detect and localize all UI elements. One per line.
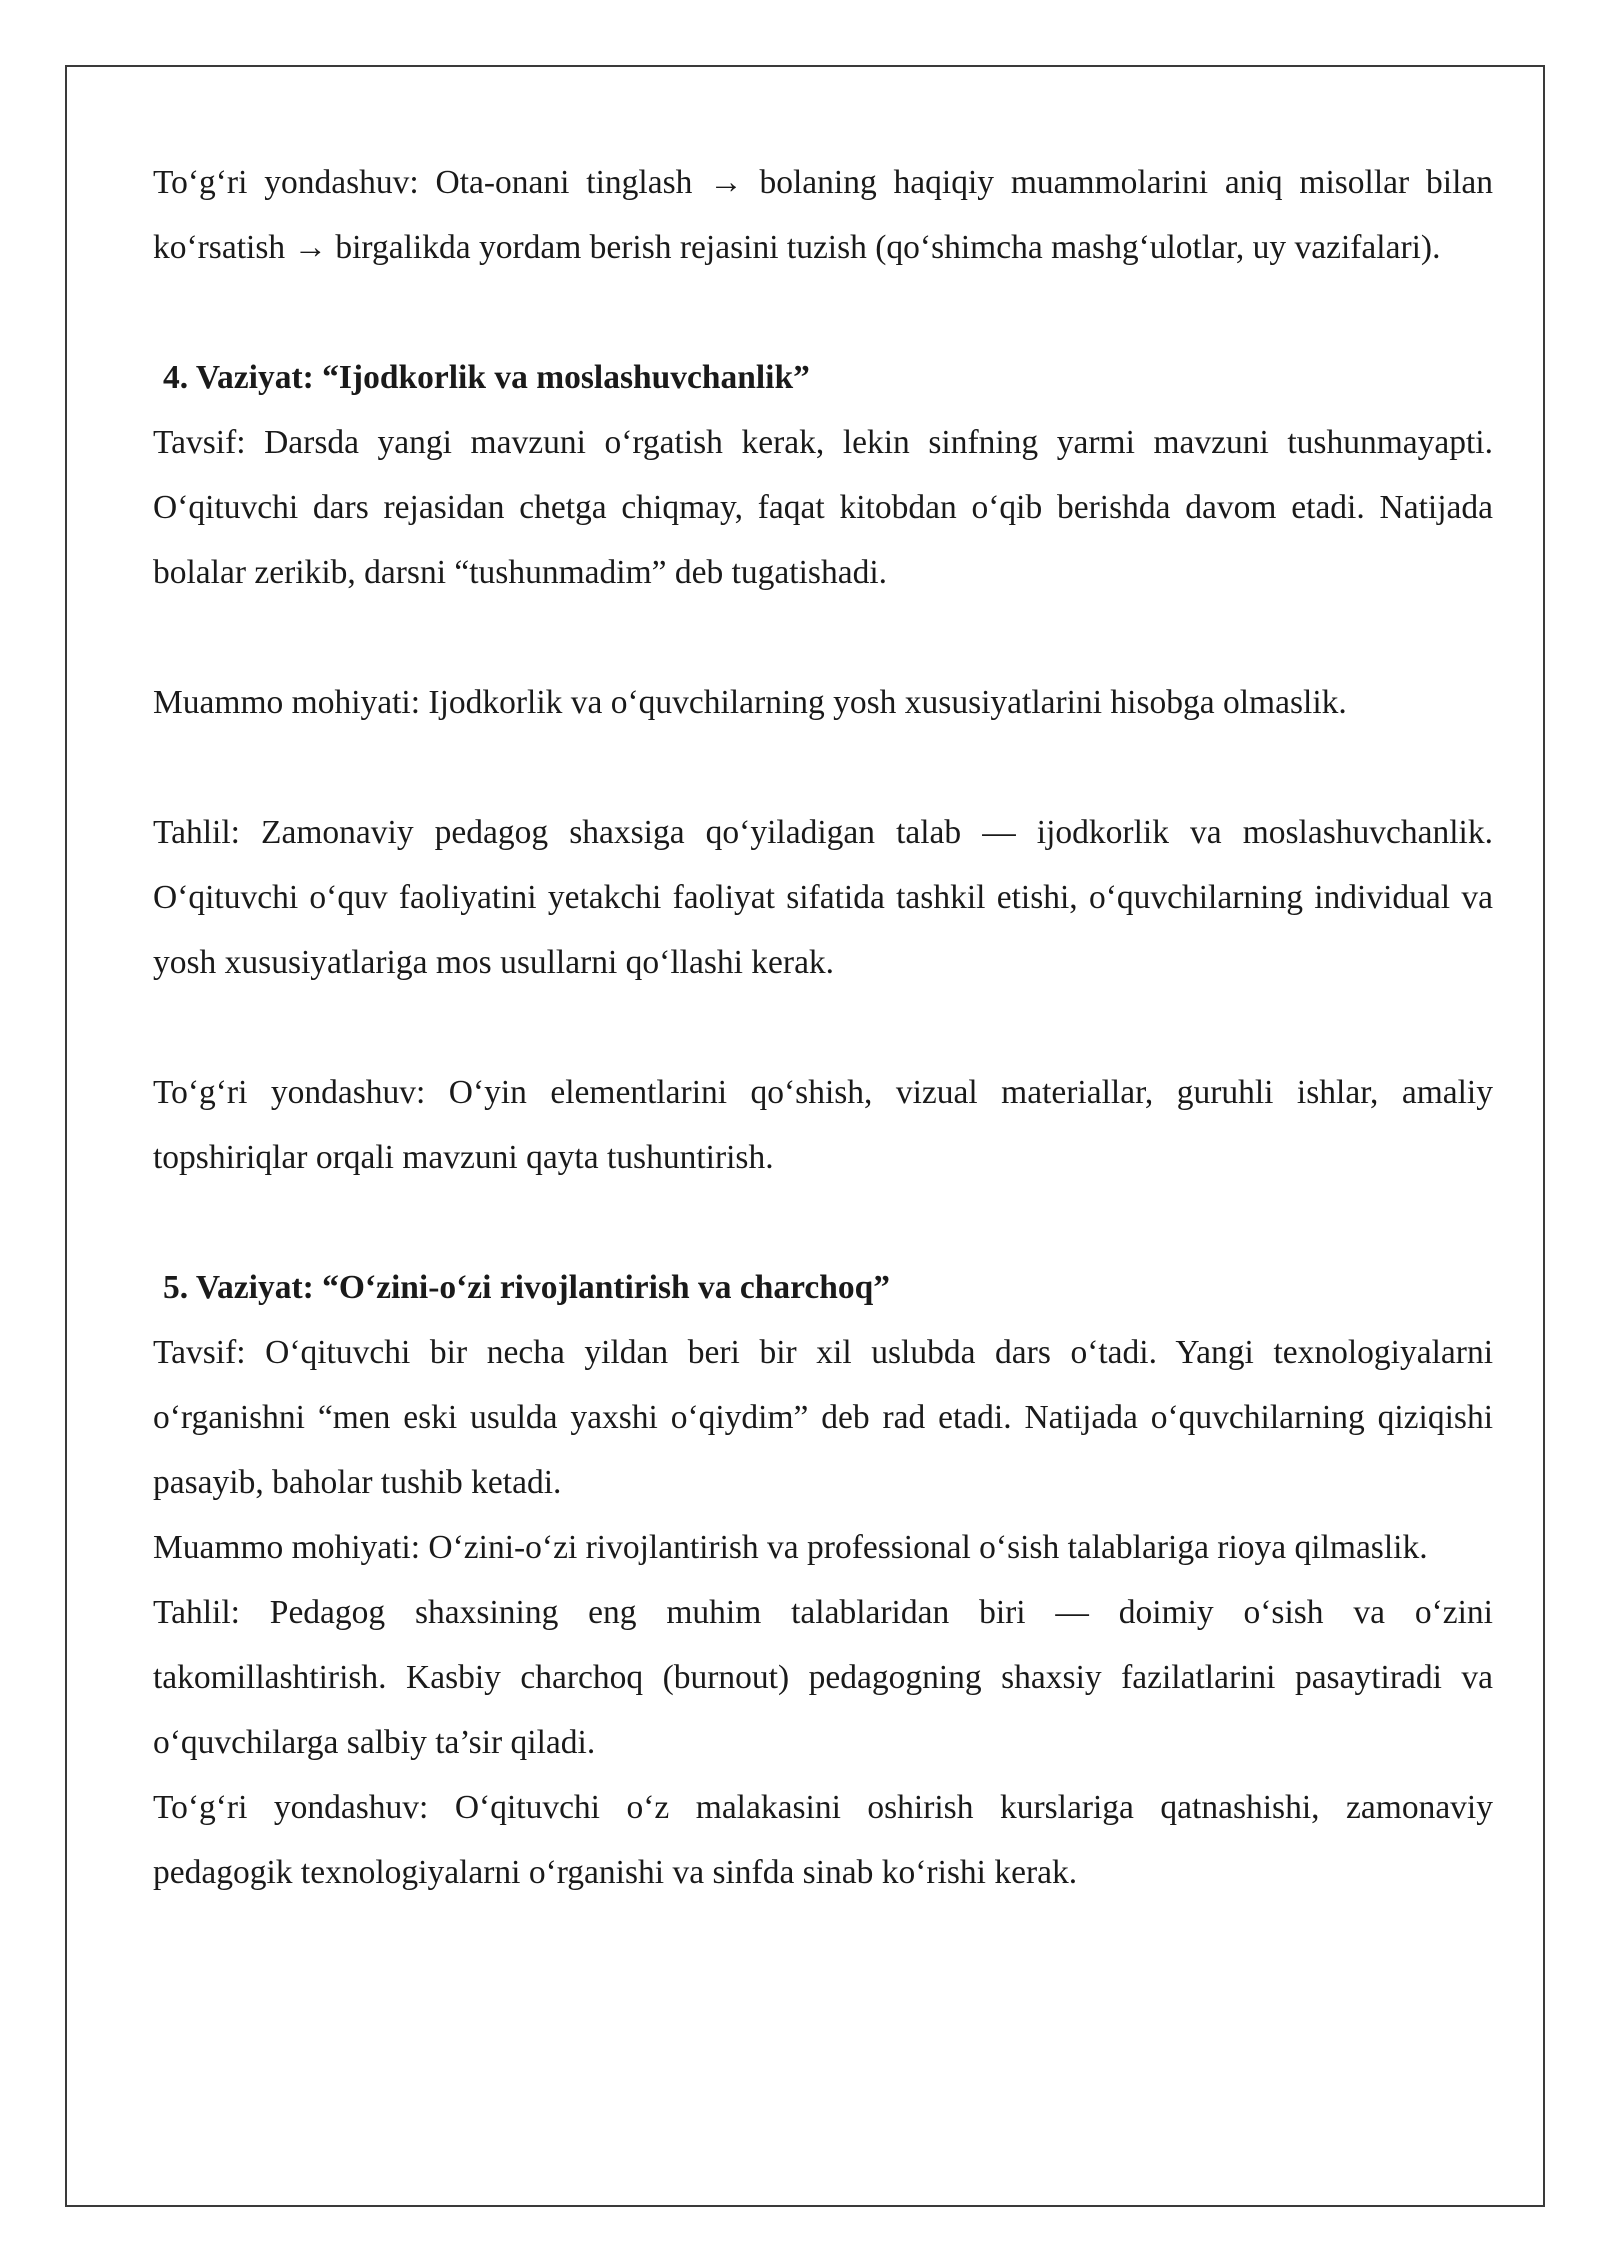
spacer — [153, 280, 1493, 345]
case3-approach-paragraph: To‘g‘ri yondashuv: Ota-onani tinglash → bolaning haqiqiy muammolarini aniq misollar bilan ko‘rsatish → birgalikda yordam berish rejasini tuzish (qo‘shimcha mashg‘ulotlar, uy vazifalari). — [153, 164, 1493, 266]
case5-heading: 5. Vaziyat: “O‘zini-o‘zi rivojlantirish va charchoq” — [163, 1269, 891, 1306]
spacer — [153, 995, 1493, 1060]
spacer — [153, 1190, 1493, 1255]
case5-problem-paragraph: Muammo mohiyati: O‘zini-o‘zi rivojlantirish va professional o‘sish talablariga rioya qilmaslik. — [153, 1529, 1428, 1566]
spacer — [153, 735, 1493, 800]
case5-approach-paragraph: To‘g‘ri yondashuv: O‘qituvchi o‘z malakasini oshirish kurslariga qatnashishi, zamonaviy pedagogik texnologiyalarni o‘rganishi va sinfda sinab ko‘rishi kerak. — [153, 1789, 1493, 1891]
case4-approach-paragraph: To‘g‘ri yondashuv: O‘yin elementlarini qo‘shish, vizual materiallar, guruhli ishlar, amaliy topshiriqlar orqali mavzuni qayta tushuntirish. — [153, 1074, 1493, 1176]
spacer — [153, 605, 1493, 670]
case4-problem-paragraph: Muammo mohiyati: Ijodkorlik va o‘quvchilarning yosh xususiyatlarini hisobga olmaslik. — [153, 684, 1347, 721]
case5-description-paragraph: Tavsif: O‘qituvchi bir necha yildan beri bir xil uslubda dars o‘tadi. Yangi texnologiyalarni o‘rganishni “men eski usulda yaxshi o‘qiydim” deb rad etadi. Natijada o‘quvchilarning qiziqishi pasayib, baholar tushib ketadi. — [153, 1334, 1493, 1501]
case4-analysis-paragraph: Tahlil: Zamonaviy pedagog shaxsiga qo‘yiladigan talab — ijodkorlik va moslashuvchanlik. O‘qituvchi o‘quv faoliyatini yetakchi faoliyat sifatida tashkil etishi, o‘quvchilarning individual va yosh xususiyatlariga mos usullarni qo‘llashi kerak. — [153, 814, 1493, 981]
document-body — [153, 150, 1493, 1905]
case4-heading: 4. Vaziyat: “Ijodkorlik va moslashuvchanlik” — [163, 359, 810, 396]
case5-analysis-paragraph: Tahlil: Pedagog shaxsining eng muhim talablaridan biri — doimiy o‘sish va o‘zini takomillashtirish. Kasbiy charchoq (burnout) pedagogning shaxsiy fazilatlarini pasaytiradi va o‘quvchilarga salbiy ta’sir qiladi. — [153, 1594, 1493, 1761]
case4-description-paragraph: Tavsif: Darsda yangi mavzuni o‘rgatish kerak, lekin sinfning yarmi mavzuni tushunmayapti. O‘qituvchi dars rejasidan chetga chiqmay, faqat kitobdan o‘qib berishda davom etadi. Natijada bolalar zerikib, darsni “tushunmadim” deb tugatishadi. — [153, 424, 1493, 591]
